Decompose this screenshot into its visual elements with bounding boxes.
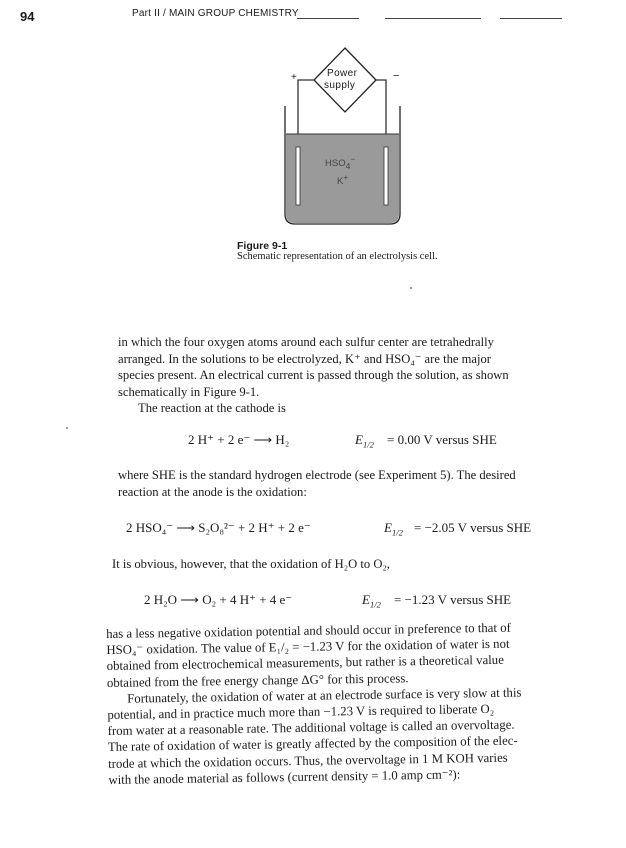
equation-cathode xyxy=(0,432,626,450)
anode-electrode xyxy=(296,147,300,205)
text-line: trode at which the oxidation occurs. Thus, the overvoltage in 1 M KOH varies xyxy=(108,750,508,771)
page-number: 94 xyxy=(20,9,35,24)
equation-lhs: 2 HSO₄⁻ ⟶ S₂O₈²⁻ + 2 H⁺ + 2 e⁻ xyxy=(126,520,311,535)
header-rule xyxy=(385,18,481,19)
minus-sign: − xyxy=(393,70,400,82)
text-line: in which the four oxygen atoms around each sulfur center are tetrahedrally xyxy=(118,335,494,349)
half-potential-symbol: $E_{1/2}$ xyxy=(355,432,374,450)
text-line: HSO₄⁻ oxidation. The value of E₁/₂ = −1.23 V for the oxidation of water is not xyxy=(106,636,510,658)
text-line: potential, and in practice much more than −1.23 V is required to liberate O₂ xyxy=(107,701,495,723)
equation-water-oxidation xyxy=(0,592,626,610)
paragraph-3 xyxy=(112,556,542,573)
power-supply-label: Power xyxy=(327,68,358,79)
text-line: Fortunately, the oxidation of water at an electrode surface is very slow at this xyxy=(127,685,522,706)
text-line: has a less negative oxidation potential and should occur in preference to that of xyxy=(106,620,511,641)
text-line: schematically in Figure 9-1. xyxy=(118,384,260,399)
text-line: where SHE is the standard hydrogen electrode (see Experiment 5). The desired xyxy=(118,468,516,482)
text-line: arranged. In the solutions to be electrolyzed, K⁺ and HSO₄⁻ are the major xyxy=(118,351,491,366)
equation-lhs: 2 H⁺ + 2 e⁻ ⟶ H₂ xyxy=(188,432,290,447)
ion-label-k: K+ xyxy=(337,171,349,187)
half-potential-symbol: $E_{1/2}$ xyxy=(362,592,381,610)
power-supply-label: supply xyxy=(324,80,356,91)
equation-rhs: = −2.05 V versus SHE xyxy=(414,520,532,535)
text-line: obtained from electrochemical measurements, but rather is a theoretical value xyxy=(106,653,504,674)
paragraph-4 xyxy=(106,619,574,788)
header-rule xyxy=(500,18,562,19)
plus-sign: + xyxy=(291,72,297,83)
running-head: Part II / MAIN GROUP CHEMISTRY xyxy=(132,8,299,19)
text-line: The reaction at the cathode is xyxy=(138,401,286,416)
equation-lhs: 2 H₂O ⟶ O₂ + 4 H⁺ + 4 e⁻ xyxy=(144,592,293,607)
scan-speck xyxy=(66,427,68,429)
text-line: with the anode material as follows (current density = 1.0 amp cm⁻²): xyxy=(108,767,461,787)
half-potential-symbol: $E_{1/2}$ xyxy=(384,520,403,538)
scan-speck xyxy=(410,287,412,289)
cathode-electrode xyxy=(384,147,388,205)
text-line: from water at a reasonable rate. The additional voltage is called an overvoltage. xyxy=(107,717,515,739)
equation-rhs: = −1.23 V versus SHE xyxy=(394,592,512,607)
equation-rhs: = 0.00 V versus SHE xyxy=(387,432,497,447)
ion-label-hso4: $HSO_4^-$ xyxy=(325,153,356,171)
text-line: It is obvious, however, that the oxidation of H₂O to O₂, xyxy=(112,557,390,571)
figure-label: Figure 9-1 xyxy=(237,240,288,252)
figure-caption: Schematic representation of an electrolysis cell. xyxy=(237,251,438,262)
text-line: obtained from the free energy change ΔG° for this process. xyxy=(106,670,409,690)
text-line: reaction at the anode is the oxidation: xyxy=(118,484,307,499)
header-rule xyxy=(297,18,359,19)
equation-anode xyxy=(0,520,626,538)
paragraph-2 xyxy=(118,467,548,500)
text-line: The rate of oxidation of water is greatly affected by the composition of the elec- xyxy=(107,733,518,755)
text-line: species present. An electrical current is passed through the solution, as shown xyxy=(118,368,509,383)
paragraph-1 xyxy=(118,334,548,417)
